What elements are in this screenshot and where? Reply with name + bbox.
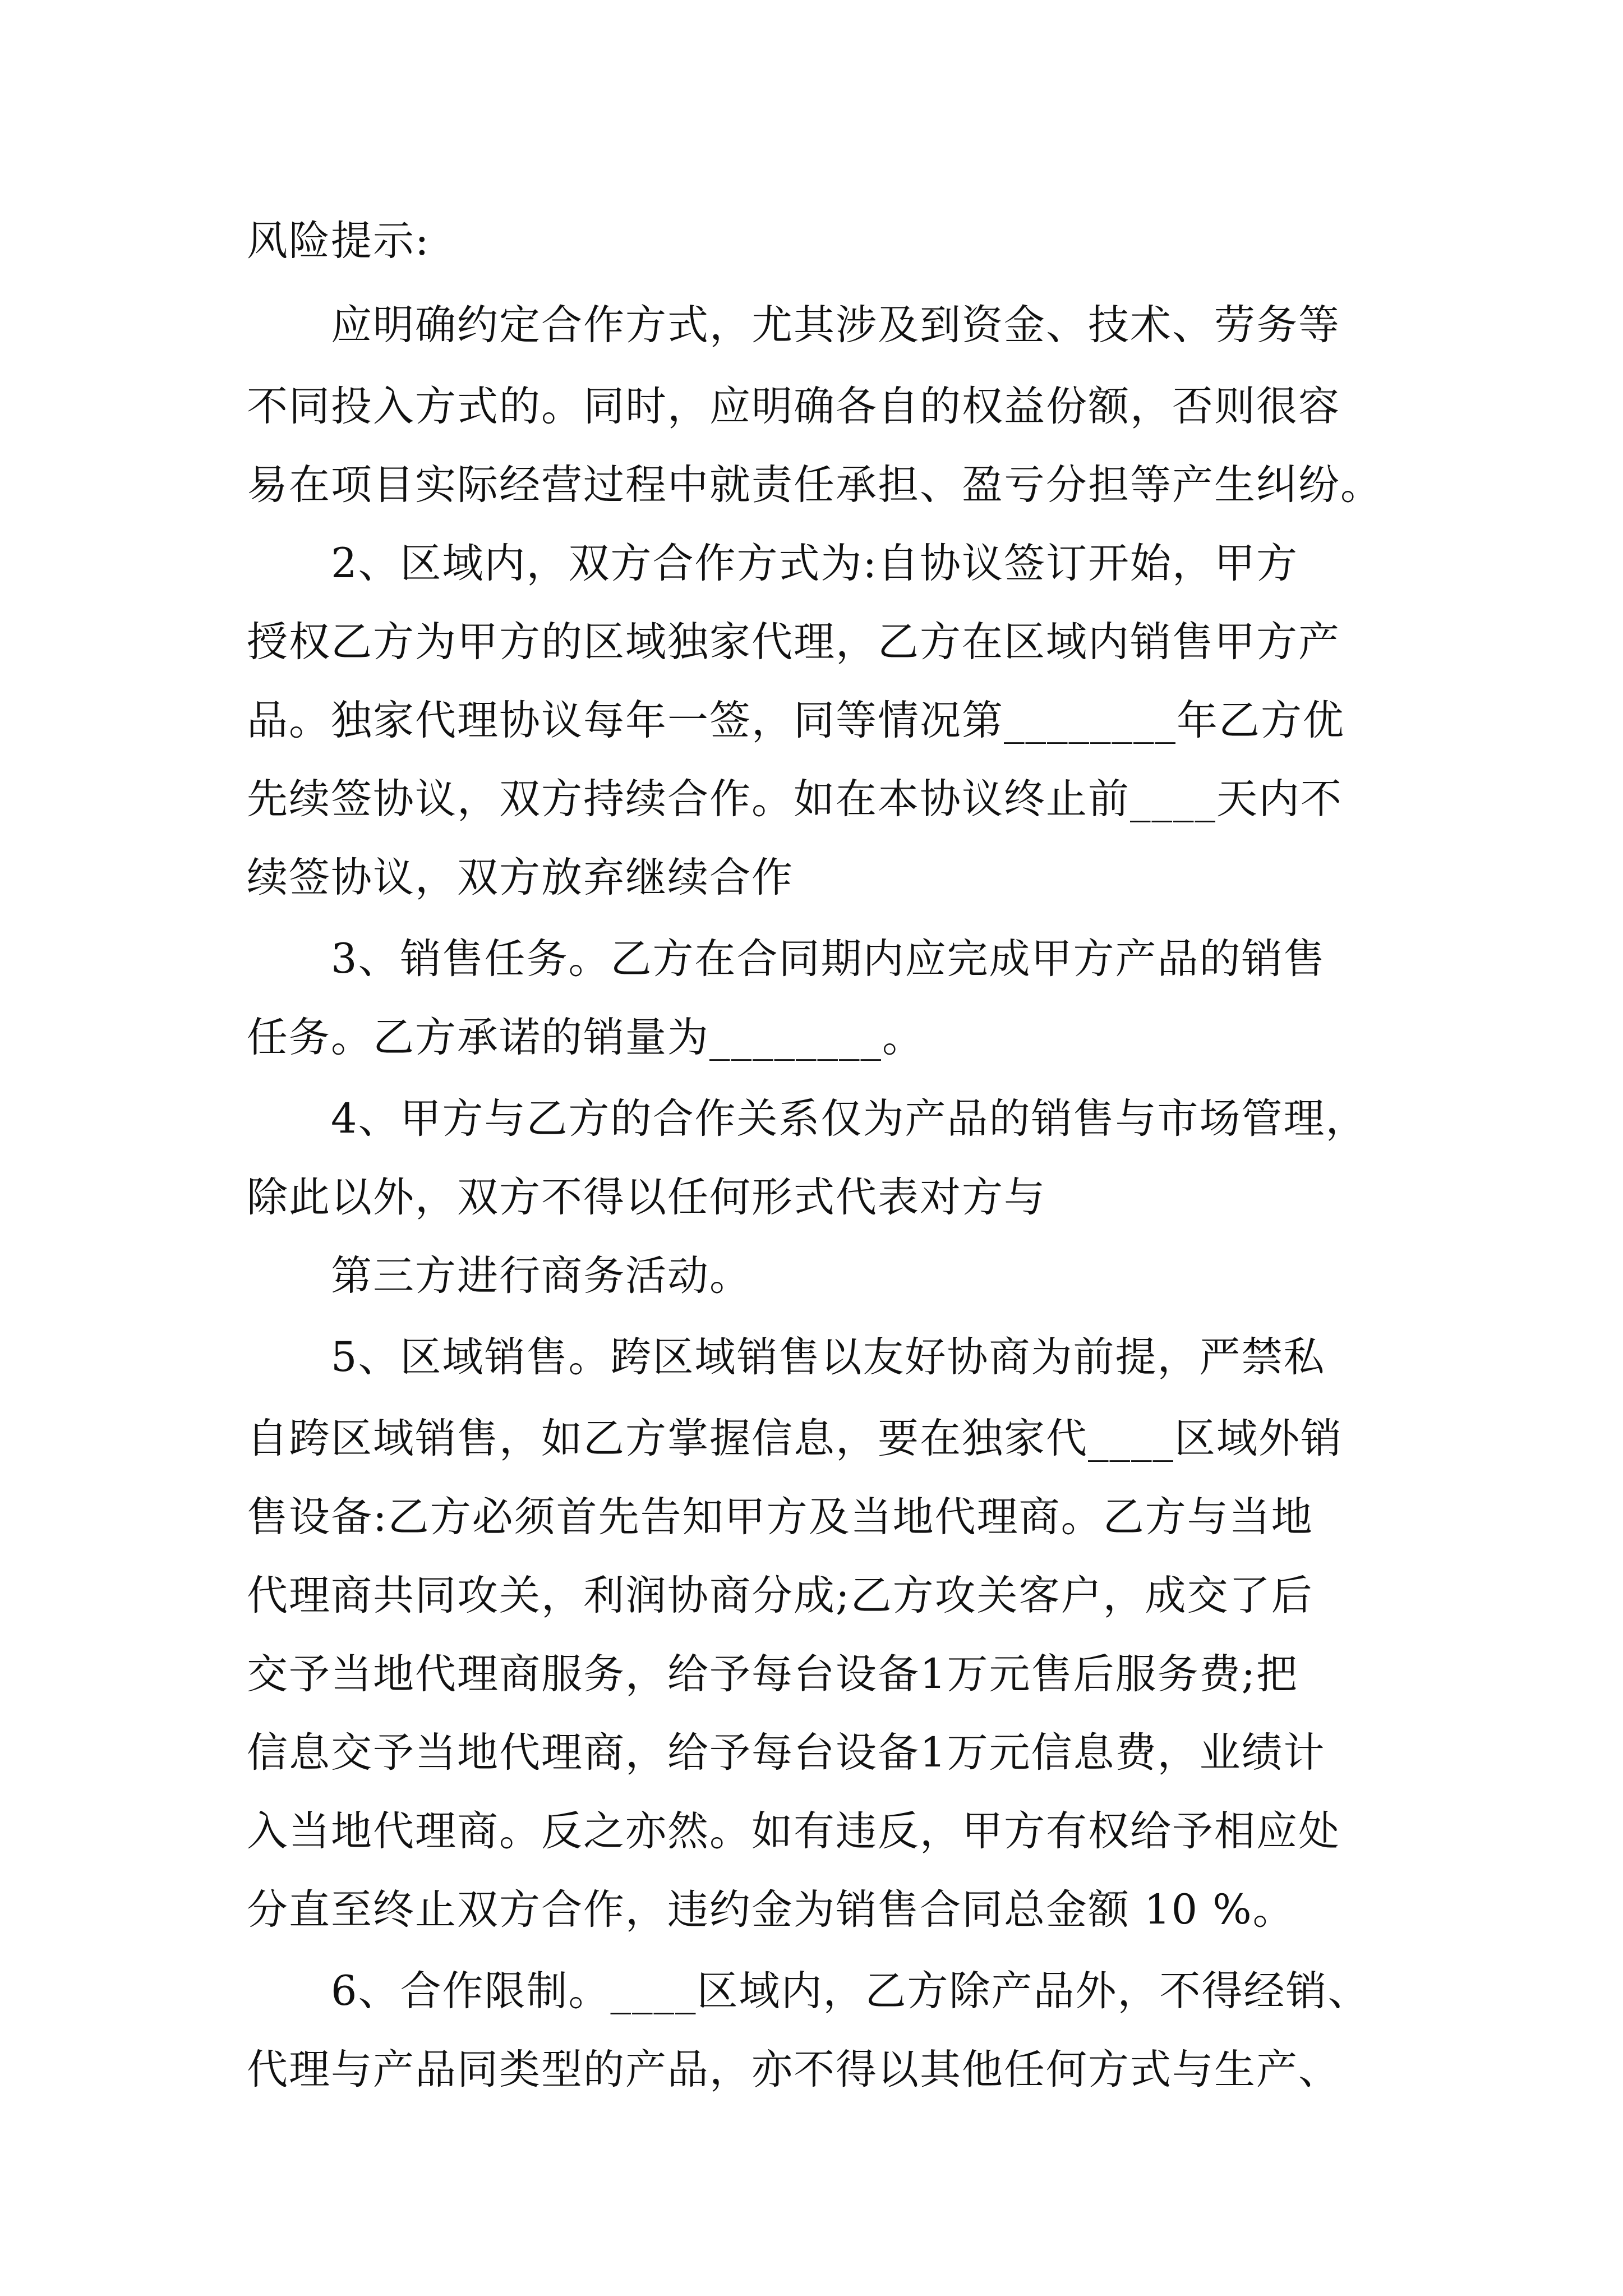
clause-5-line: 交予当地代理商服务，给予每台设备1万元售后服务费;把 [247,1650,1299,1698]
clause-5-line: 入当地代理商。反之亦然。如有违反，甲方有权给予相应处 [247,1807,1340,1855]
clause-5-line: 信息交予当地代理商，给予每台设备1万元信息费，业绩计 [247,1729,1326,1777]
paragraph-line: 不同投入方式的。同时，应明确各自的权益份额，否则很容 [247,383,1340,430]
risk-heading: 风险提示: [247,217,430,265]
clause-6-line: 6、合作限制。____区域内，乙方除产品外，不得经销、 [331,1967,1370,2015]
clause-5-line: 自跨区域销售，如乙方掌握信息，要在独家代____区域外销 [247,1415,1343,1462]
clause-5-line: 5、区域销售。跨区域销售以友好协商为前提，严禁私 [331,1333,1326,1381]
clause-2-line: 先续签协议，双方持续合作。如在本协议终止前____天内不 [247,775,1343,823]
clause-2-line: 续签协议，双方放弃继续合作 [247,854,794,901]
clause-3-line: 任务。乙方承诺的销量为________。 [247,1014,924,1061]
clause-2-line: 2、区域内，双方合作方式为:自协议签订开始，甲方 [331,540,1299,587]
clause-4-line: 除此以外，双方不得以任何形式代表对方与 [247,1174,1046,1221]
clause-4-line: 4、甲方与乙方的合作关系仅为产品的销售与市场管理， [331,1095,1368,1143]
paragraph-line: 应明确约定合作方式，尤其涉及到资金、技术、劳务等 [331,301,1340,349]
clause-5-line: 代理商共同攻关，利润协商分成;乙方攻关客户，成交了后 [247,1572,1313,1619]
clause-3-line: 3、销售任务。乙方在合同期内应完成甲方产品的销售 [331,935,1326,983]
clause-5-line: 售设备:乙方必须首先告知甲方及当地代理商。乙方与当地 [247,1493,1313,1541]
clause-5-line: 分直至终止双方合作，违约金为销售合同总金额 10 %。 [247,1886,1295,1934]
clause-4-line: 第三方进行商务活动。 [331,1252,751,1300]
clause-6-line: 代理与产品同类型的产品，亦不得以其他任何方式与生产、 [247,2046,1340,2093]
clause-2-line: 品。独家代理协议每年一签，同等情况第________年乙方优 [247,697,1345,744]
paragraph-line: 易在项目实际经营过程中就责任承担、盈亏分担等产生纠纷。 [247,461,1382,509]
clause-2-line: 授权乙方为甲方的区域独家代理，乙方在区域内销售甲方产 [247,618,1340,666]
